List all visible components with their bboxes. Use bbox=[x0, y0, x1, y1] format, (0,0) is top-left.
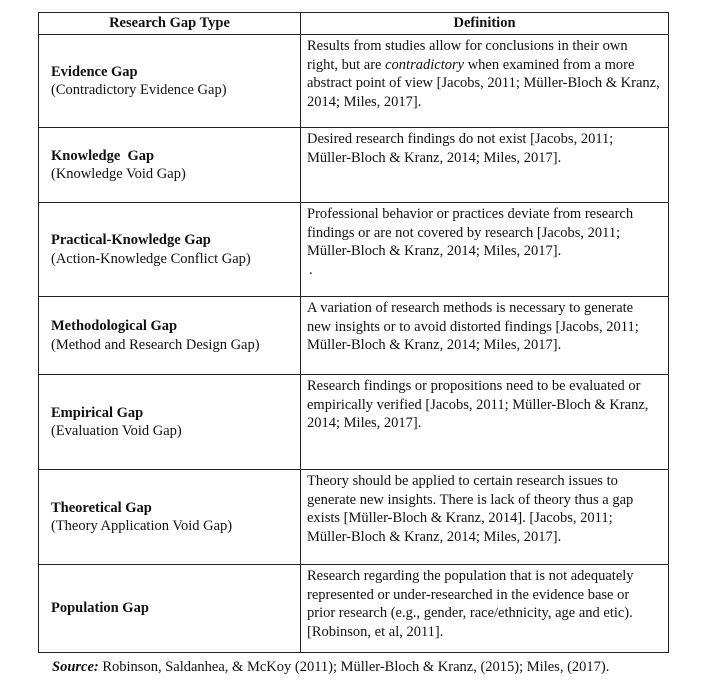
definition-text: A variation of research methods is necessary to generate new insights or to avoid distorted findings [Jacobs, 2011; Müller-Bloch & Kranz, 2014; Miles, 2017]. bbox=[307, 300, 639, 353]
gap-type-alias: (Action-Knowledge Conflict Gap) bbox=[51, 250, 251, 267]
document bbox=[38, 12, 668, 676]
column-header-definition: Definition bbox=[301, 13, 669, 35]
table-header-row bbox=[39, 13, 669, 35]
column-header-type: Research Gap Type bbox=[39, 13, 301, 35]
table-row bbox=[39, 203, 669, 297]
definition-text: Research regarding the population that is not adequately represented or under-researched in the evidence base or prior research (e.g., gender, race/ethnicity, age and etic). [Robinson, et al, 2011]. bbox=[307, 568, 634, 640]
gap-type-alias: (Theory Application Void Gap) bbox=[51, 518, 233, 534]
definition-text: Theory should be applied to certain research issues to generate new insights. There is lack of theory thus a gap exists [Müller-Bloch & Kranz, 2014]. [Jacobs, 2011; Müller-Bloch & Kranz, 2014; Miles, 2017]. bbox=[307, 473, 634, 545]
gap-type-cell bbox=[39, 470, 301, 565]
gap-type-alias: (Evaluation Void Gap) bbox=[51, 423, 182, 439]
definition-text: Professional behavior or practices deviate from research findings or are not covered by research [Jacobs, 2011; Müller-Bloch & Kranz, 2014; Miles, 2017]. bbox=[307, 206, 634, 259]
gap-type-cell bbox=[39, 35, 301, 128]
gap-type-name: Methodological Gap bbox=[51, 318, 178, 334]
table-row bbox=[39, 35, 669, 128]
gap-definition-cell bbox=[301, 35, 669, 128]
table-row bbox=[39, 297, 669, 375]
gap-type-alias: (Knowledge Void Gap) bbox=[51, 166, 186, 182]
gap-type-cell bbox=[39, 375, 301, 470]
gap-type-name: Evidence Gap bbox=[51, 63, 138, 80]
table-row bbox=[39, 128, 669, 203]
definition-text: Research findings or propositions need to be evaluated or empirically verified [Jacobs, 2011; Müller-Bloch & Kranz, 2014; Miles, 2017]. bbox=[307, 378, 649, 431]
source-label: Source: bbox=[52, 659, 99, 675]
table-row bbox=[39, 470, 669, 565]
gap-definition-cell bbox=[301, 203, 669, 297]
table-row bbox=[39, 565, 669, 653]
gap-type-cell bbox=[39, 203, 301, 297]
research-gap-table bbox=[38, 12, 669, 653]
source-note bbox=[38, 658, 668, 676]
gap-type-alias: (Method and Research Design Gap) bbox=[51, 336, 260, 353]
gap-definition-cell bbox=[301, 128, 669, 203]
gap-type-alias: (Contradictory Evidence Gap) bbox=[51, 82, 227, 98]
definition-text-continued: when examined from a more abstract point of view [Jacobs, 2011; Müller-Bloch & Kranz, 2014; Miles, 2017]. bbox=[307, 56, 660, 110]
gap-type-name: Knowledge Gap bbox=[51, 147, 155, 164]
stray-period-mark: . bbox=[309, 261, 313, 278]
gap-definition-cell bbox=[301, 470, 669, 565]
definition-text: Results from studies allow for conclusions in their own right, but are bbox=[307, 38, 628, 73]
gap-type-cell bbox=[39, 297, 301, 375]
gap-type-name: Practical-Knowledge Gap bbox=[51, 232, 211, 248]
gap-type-name: Theoretical Gap bbox=[51, 499, 152, 516]
gap-definition-cell bbox=[301, 297, 669, 375]
gap-type-cell bbox=[39, 128, 301, 203]
gap-definition-cell bbox=[301, 565, 669, 653]
gap-definition-cell bbox=[301, 375, 669, 470]
gap-type-cell bbox=[39, 565, 301, 653]
definition-text: Desired research findings do not exist [Jacobs, 2011; Müller-Bloch & Kranz, 2014; Miles, 2017]. bbox=[307, 131, 614, 166]
definition-emphasis: contradictory bbox=[385, 56, 465, 73]
source-citation: Robinson, Saldanhea, & McKoy (2011); Müller-Bloch & Kranz, (2015); Miles, (2017). bbox=[98, 659, 610, 675]
gap-type-name: Empirical Gap bbox=[51, 404, 144, 421]
gap-type-name: Population Gap bbox=[51, 600, 149, 617]
table-row bbox=[39, 375, 669, 470]
